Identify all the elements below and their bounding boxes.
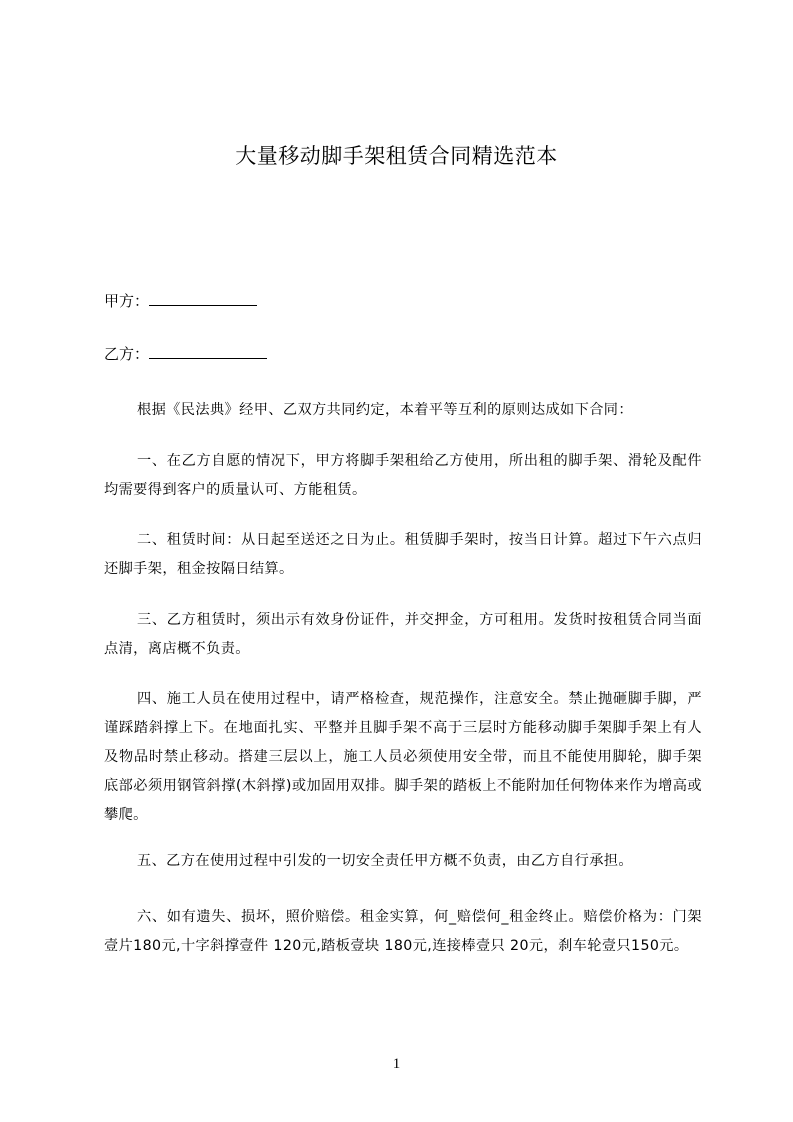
page-number: 1 xyxy=(392,1056,401,1072)
clause-3: 三、乙方租赁时，须出示有效身份证件，并交押金，方可租用。发货时按租赁合同当面点清，离店概不负责。 xyxy=(104,612,702,657)
document-title: 大量移动脚手架租赁合同精选范本 xyxy=(235,144,558,168)
party-b-line xyxy=(104,342,704,366)
party-a-blank xyxy=(149,289,257,306)
clause-2: 二、租赁时间：从日起至送还之日为止。租赁脚手架时，按当日计算。超过下午六点归还脚手架，租金按隔日结算。 xyxy=(104,532,702,577)
party-a-label: 甲方： xyxy=(104,292,150,310)
party-a-line xyxy=(104,289,704,313)
clause-5: 五、乙方在使用过程中引发的一切安全责任甲方概不负责，由乙方自行承担。 xyxy=(137,853,633,869)
clause-1: 一、在乙方自愿的情况下，甲方将脚手架租给乙方使用，所出租的脚手架、滑轮及配件均需要得到客户的质量认可、方能租赁。 xyxy=(104,453,702,498)
party-b-blank xyxy=(149,342,267,359)
intro-paragraph: 根据《民法典》经甲、乙双方共同约定，本着平等互利的原则达成如下合同： xyxy=(137,402,633,418)
clause-6: 六、如有遗失、损坏，照价赔偿。租金实算，何_赔偿何_租金终止。赔偿价格为：门架壹片180元,十字斜撑壹件 120元,踏板壹块 180元,连接棒壹只 20元，刹车轮壹只150元。 xyxy=(104,909,702,954)
clause-4: 四、施工人员在使用过程中，请严格检查，规范操作，注意安全。禁止抛砸脚手脚，严谨踩踏斜撑上下。在地面扎实、平整并且脚手架不高于三层时方能移动脚手架脚手架上有人及物品时禁止移动。搭建三层以上，施工人员必须使用安全带，而且不能使用脚轮，脚手架底部必须用钢管斜撑(木斜撑)或加固用双排。脚手架的踏板上不能附加任何物体来作为增高或攀爬。 xyxy=(104,691,702,823)
party-b-label: 乙方： xyxy=(104,345,150,363)
